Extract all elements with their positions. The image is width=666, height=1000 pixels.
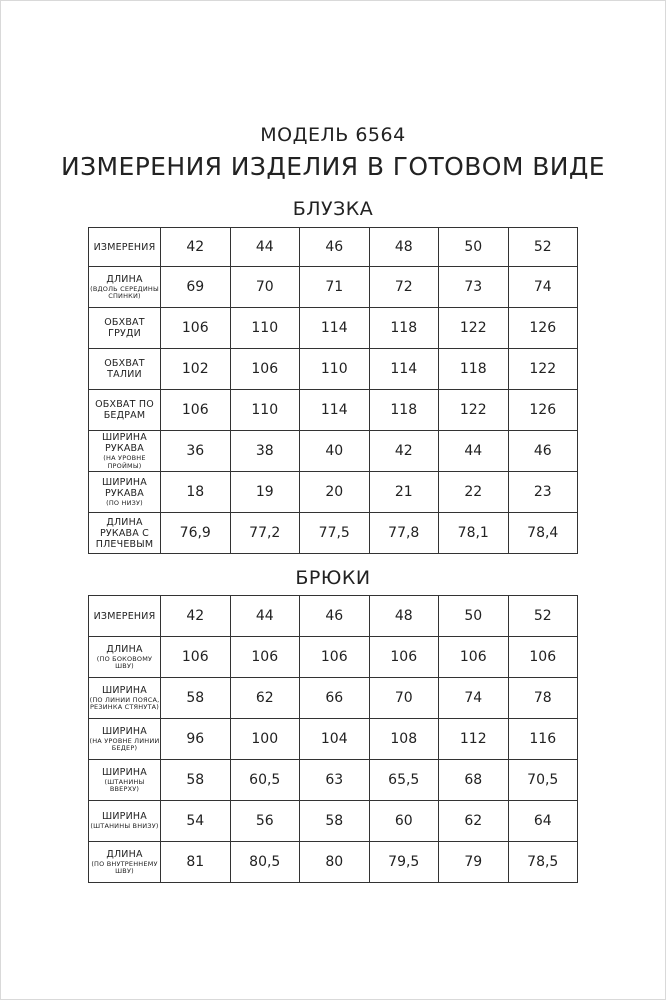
row-note: (ВДОЛЬ СЕРЕДИНЫ СПИНКИ) bbox=[90, 284, 159, 300]
row-label: ШИРИНА bbox=[102, 684, 147, 696]
row-label-cell bbox=[89, 678, 161, 719]
measurement-cell: 73 bbox=[439, 267, 509, 308]
measurement-cell: 71 bbox=[300, 267, 370, 308]
measurement-cell: 19 bbox=[230, 472, 300, 513]
row-label-cell bbox=[89, 349, 161, 390]
size-header-cell: 44 bbox=[230, 596, 300, 637]
measurement-cell: 122 bbox=[439, 308, 509, 349]
measurement-cell: 36 bbox=[161, 431, 231, 472]
measurement-cell: 122 bbox=[439, 390, 509, 431]
measurement-cell: 77,5 bbox=[300, 513, 370, 554]
measurement-cell: 20 bbox=[300, 472, 370, 513]
row-note: (ПО НИЗУ) bbox=[106, 498, 143, 507]
measurement-cell: 78,1 bbox=[439, 513, 509, 554]
measurement-cell: 22 bbox=[439, 472, 509, 513]
measurement-cell: 108 bbox=[369, 719, 439, 760]
measurement-cell: 104 bbox=[300, 719, 370, 760]
table-row bbox=[89, 308, 578, 349]
blouse-section-title: БЛУЗКА bbox=[292, 198, 374, 220]
row-label: ИЗМЕРЕНИЯ bbox=[93, 610, 156, 622]
measurement-cell: 96 bbox=[161, 719, 231, 760]
row-note: (ПО ВНУТРЕННЕМУ ШВУ) bbox=[91, 859, 158, 875]
measurement-cell: 81 bbox=[161, 842, 231, 883]
row-label: ШИРИНА bbox=[102, 725, 147, 737]
page-heading: ИЗМЕРЕНИЯ ИЗДЕЛИЯ В ГОТОВОМ ВИДЕ bbox=[61, 152, 605, 181]
row-label: ДЛИНА РУКАВА С ПЛЕЧЕВЫМ bbox=[95, 516, 154, 550]
measurement-cell: 54 bbox=[161, 801, 231, 842]
measurement-cell: 79 bbox=[439, 842, 509, 883]
measurement-cell: 110 bbox=[230, 390, 300, 431]
row-label-cell bbox=[89, 390, 161, 431]
measurement-cell: 114 bbox=[300, 390, 370, 431]
size-header-cell: 42 bbox=[161, 228, 231, 267]
measurement-cell: 126 bbox=[508, 390, 578, 431]
measurement-cell: 63 bbox=[300, 760, 370, 801]
measurement-cell: 106 bbox=[369, 637, 439, 678]
table-row bbox=[89, 678, 578, 719]
row-label-cell bbox=[89, 431, 161, 472]
measurement-cell: 100 bbox=[230, 719, 300, 760]
row-label-cell bbox=[89, 719, 161, 760]
measurement-cell: 40 bbox=[300, 431, 370, 472]
measurement-cell: 78,5 bbox=[508, 842, 578, 883]
measurement-cell: 74 bbox=[508, 267, 578, 308]
row-label-cell bbox=[89, 228, 161, 267]
table-row bbox=[89, 719, 578, 760]
model-title: МОДЕЛЬ 6564 bbox=[260, 124, 406, 146]
row-note: (НА УРОВНЕ ПРОЙМЫ) bbox=[103, 454, 146, 470]
table-row bbox=[89, 349, 578, 390]
measurement-cell: 114 bbox=[300, 308, 370, 349]
measurement-cell: 118 bbox=[369, 390, 439, 431]
measurement-cell: 80,5 bbox=[230, 842, 300, 883]
table-row bbox=[89, 760, 578, 801]
table-row bbox=[89, 472, 578, 513]
measurement-cell: 18 bbox=[161, 472, 231, 513]
measurement-cell: 118 bbox=[439, 349, 509, 390]
row-label: ШИРИНА РУКАВА bbox=[102, 476, 147, 499]
table-row bbox=[89, 431, 578, 472]
row-label-cell bbox=[89, 842, 161, 883]
measurement-cell: 23 bbox=[508, 472, 578, 513]
measurement-cell: 76,9 bbox=[161, 513, 231, 554]
measurement-cell: 21 bbox=[369, 472, 439, 513]
measurement-cell: 74 bbox=[439, 678, 509, 719]
measurement-cell: 106 bbox=[508, 637, 578, 678]
table-row bbox=[89, 513, 578, 554]
size-header-cell: 44 bbox=[230, 228, 300, 267]
size-header-cell: 46 bbox=[300, 596, 370, 637]
table-row bbox=[89, 267, 578, 308]
measurement-cell: 58 bbox=[300, 801, 370, 842]
size-header-cell: 48 bbox=[369, 596, 439, 637]
measurement-cell: 116 bbox=[508, 719, 578, 760]
measurement-cell: 62 bbox=[439, 801, 509, 842]
measurement-cell: 114 bbox=[369, 349, 439, 390]
measurement-cell: 106 bbox=[439, 637, 509, 678]
size-header-row bbox=[89, 596, 578, 637]
row-label-cell bbox=[89, 596, 161, 637]
measurement-cell: 64 bbox=[508, 801, 578, 842]
measurement-cell: 68 bbox=[439, 760, 509, 801]
measurement-cell: 110 bbox=[230, 308, 300, 349]
row-label: ОБХВАТ ГРУДИ bbox=[104, 317, 145, 339]
row-note: (ШТАНИНЫ ВВЕРХУ) bbox=[104, 777, 145, 793]
size-header-cell: 46 bbox=[300, 228, 370, 267]
row-label: ШИРИНА bbox=[102, 766, 147, 778]
table-row bbox=[89, 390, 578, 431]
table-row bbox=[89, 801, 578, 842]
measurement-cell: 38 bbox=[230, 431, 300, 472]
row-label-cell bbox=[89, 472, 161, 513]
measurement-cell: 78 bbox=[508, 678, 578, 719]
measurement-cell: 56 bbox=[230, 801, 300, 842]
measurement-cell: 70 bbox=[369, 678, 439, 719]
size-header-cell: 50 bbox=[439, 228, 509, 267]
size-header-cell: 52 bbox=[508, 228, 578, 267]
row-label: ДЛИНА bbox=[106, 848, 143, 860]
size-header-cell: 50 bbox=[439, 596, 509, 637]
table-row bbox=[89, 637, 578, 678]
measurement-cell: 106 bbox=[230, 349, 300, 390]
measurement-cell: 62 bbox=[230, 678, 300, 719]
row-label: ШИРИНА РУКАВА bbox=[102, 432, 147, 454]
row-note: (ПО ЛИНИИ ПОЯСА, РЕЗИНКА СТЯНУТА) bbox=[89, 695, 160, 711]
measurement-cell: 110 bbox=[300, 349, 370, 390]
measurement-cell: 42 bbox=[369, 431, 439, 472]
measurement-cell: 106 bbox=[161, 390, 231, 431]
row-label: ОБХВАТ ТАЛИИ bbox=[104, 358, 145, 380]
size-header-cell: 48 bbox=[369, 228, 439, 267]
row-label-cell bbox=[89, 513, 161, 554]
measurement-cell: 118 bbox=[369, 308, 439, 349]
measurement-cell: 66 bbox=[300, 678, 370, 719]
row-label: ШИРИНА bbox=[102, 811, 147, 823]
measurement-cell: 60,5 bbox=[230, 760, 300, 801]
measurement-cell: 72 bbox=[369, 267, 439, 308]
measurement-cell: 65,5 bbox=[369, 760, 439, 801]
measurement-cell: 69 bbox=[161, 267, 231, 308]
row-note: (НА УРОВНЕ ЛИНИИ БЕДЕР) bbox=[89, 736, 160, 752]
measurement-cell: 106 bbox=[230, 637, 300, 678]
row-label-cell bbox=[89, 760, 161, 801]
row-label: ДЛИНА bbox=[106, 643, 143, 655]
measurement-cell: 58 bbox=[161, 678, 231, 719]
measurement-cell: 126 bbox=[508, 308, 578, 349]
measurement-cell: 70 bbox=[230, 267, 300, 308]
measurement-cell: 79,5 bbox=[369, 842, 439, 883]
measurement-cell: 58 bbox=[161, 760, 231, 801]
row-label-cell bbox=[89, 637, 161, 678]
measurement-cell: 112 bbox=[439, 719, 509, 760]
size-header-cell: 42 bbox=[161, 596, 231, 637]
row-note: (ШТАНИНЫ ВНИЗУ) bbox=[90, 822, 159, 831]
measurement-cell: 78,4 bbox=[508, 513, 578, 554]
pants-section-title: БРЮКИ bbox=[295, 567, 371, 589]
measurement-cell: 102 bbox=[161, 349, 231, 390]
row-label: ДЛИНА bbox=[106, 273, 143, 285]
pants-size-table bbox=[88, 595, 578, 883]
row-note: (ПО БОКОВОМУ ШВУ) bbox=[96, 654, 153, 670]
row-label-cell bbox=[89, 308, 161, 349]
table-row bbox=[89, 842, 578, 883]
measurement-cell: 77,8 bbox=[369, 513, 439, 554]
measurement-cell: 44 bbox=[439, 431, 509, 472]
measurement-cell: 106 bbox=[300, 637, 370, 678]
measurement-cell: 80 bbox=[300, 842, 370, 883]
measurement-cell: 106 bbox=[161, 637, 231, 678]
size-header-cell: 52 bbox=[508, 596, 578, 637]
measurement-cell: 106 bbox=[161, 308, 231, 349]
row-label: ИЗМЕРЕНИЯ bbox=[93, 241, 156, 253]
blouse-size-table bbox=[88, 227, 578, 554]
row-label-cell bbox=[89, 801, 161, 842]
measurement-cell: 122 bbox=[508, 349, 578, 390]
measurement-cell: 60 bbox=[369, 801, 439, 842]
size-header-row bbox=[89, 228, 578, 267]
row-label: ОБХВАТ ПО БЕДРАМ bbox=[95, 399, 154, 421]
row-label-cell bbox=[89, 267, 161, 308]
measurement-cell: 77,2 bbox=[230, 513, 300, 554]
measurement-cell: 70,5 bbox=[508, 760, 578, 801]
measurement-cell: 46 bbox=[508, 431, 578, 472]
